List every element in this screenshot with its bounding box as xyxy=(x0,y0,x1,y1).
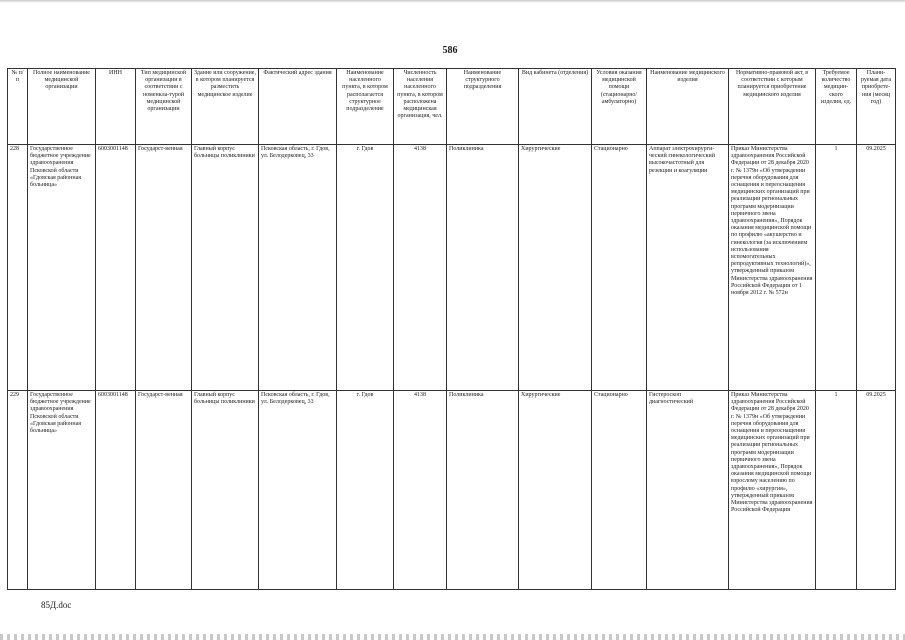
cell-act: Приказ Министерства здравоохранения Российской Федерации от 28 декабря 2020 г. № 1379н «Об утверждении перечня оборудования для оснащения и переоснащения медицинских организаций при реализации региональных программ модернизации первичного звена здравоохранения», Порядок оказания медицинской помощи по профилю «акушерство и гинекология (за исключением использования вспомогательных репродуктивных технологий)», утвержденный приказом Министерства здравоохранения Российской Федерации от 1 ноября 2012 г. № 572н xyxy=(729,145,816,391)
col-header-building: Здание или сооружение, в котором планируется разместить медицинское изделие xyxy=(192,69,259,145)
cell-num: 229 xyxy=(8,391,28,590)
cell-type: Государст-венная xyxy=(136,145,192,391)
col-header-num: № п/п xyxy=(8,69,28,145)
cell-conditions: Стационарно xyxy=(592,145,647,391)
col-header-date: Плани-руемая дата приобрете-ния (месяц год) xyxy=(857,69,896,145)
cell-date: 09.2025 xyxy=(857,391,896,590)
col-header-org: Полное наименование медицинской организации xyxy=(28,69,96,145)
table-row xyxy=(8,145,896,391)
col-header-locality: Наименование населенного пункта, в котором располагается структурное подразделение xyxy=(337,69,394,145)
cell-act: Приказ Министерства здравоохранения Российской Федерации от 28 декабря 2020 г. № 1379н «Об утверждении перечня оборудования для оснащения и переоснащения медицинских организаций при реализации региональных программ модернизации первичного звена здравоохранения», Порядок оказания медицинской помощи взрослому населению по профилю «хирургия», утвержденный приказом Министерства здравоохранения Российской Федерации xyxy=(729,391,816,590)
cell-building: Главный корпус больницы поликлиники xyxy=(192,145,259,391)
cell-qty: 1 xyxy=(816,145,857,391)
cell-qty: 1 xyxy=(816,391,857,590)
table-row xyxy=(8,391,896,590)
cell-cabinet: Хирургические xyxy=(519,391,592,590)
cell-address: Псковская область, г. Гдов, ул. Белодерковец, 33 xyxy=(259,145,337,391)
table-header-row xyxy=(8,69,896,145)
col-header-cabinet: Вид кабинета (отделения) xyxy=(519,69,592,145)
col-header-qty: Требуемое количество медицин-ского изделия, ед. xyxy=(816,69,857,145)
equipment-table xyxy=(7,68,896,590)
page-number: 586 xyxy=(442,45,458,56)
cell-inn: 6003001148 xyxy=(96,391,136,590)
cell-org: Государственное бюджетное учреждение здравоохранения Псковской области «Гдовская районная больница» xyxy=(28,391,96,590)
cell-device: Аппарат электрохирурги-ческий гинекологический высокочастотный для резекции и коагуляции xyxy=(647,145,729,391)
cell-num: 228 xyxy=(8,145,28,391)
col-header-conditions: Условия оказания медицинской помощи (стационарно/амбулаторно) xyxy=(592,69,647,145)
cell-inn: 6003001148 xyxy=(96,145,136,391)
cell-subdivision: Поликлиника xyxy=(447,145,519,391)
cell-locality: г. Гдов xyxy=(337,145,394,391)
col-header-device: Наименование медицинского изделия xyxy=(647,69,729,145)
col-header-address: Фактический адрес здания xyxy=(259,69,337,145)
cell-address: Псковская область, г. Гдов, ул. Белодерковец, 33 xyxy=(259,391,337,590)
col-header-type: Тип медицинской организации в соответствии с номенкла-турой медицинской организации xyxy=(136,69,192,145)
footer-filename: 85Д.doc xyxy=(41,600,72,610)
cell-date: 09.2025 xyxy=(857,145,896,391)
cell-device: Гистероскоп диагностический xyxy=(647,391,729,590)
cell-population: 4138 xyxy=(394,391,447,590)
col-header-population: Численность населения населенного пункта, в котором расположена медицинская организация, чел. xyxy=(394,69,447,145)
scan-edge-top xyxy=(0,0,905,3)
cell-conditions: Стационарно xyxy=(592,391,647,590)
cell-population: 4138 xyxy=(394,145,447,391)
col-header-subdivision: Наименование структурного подразделения xyxy=(447,69,519,145)
scan-edge-bottom xyxy=(0,634,905,640)
cell-subdivision: Поликлиника xyxy=(447,391,519,590)
col-header-act: Нормативно-правовой акт, в соответствии с которым планируется приобретение медицинского изделия xyxy=(729,69,816,145)
col-header-inn: ИНН xyxy=(96,69,136,145)
cell-cabinet: Хирургические xyxy=(519,145,592,391)
cell-org: Государственное бюджетное учреждение здравоохранения Псковской области «Гдовская районная больница» xyxy=(28,145,96,391)
cell-locality: г. Гдов xyxy=(337,391,394,590)
cell-building: Главный корпус больницы поликлиники xyxy=(192,391,259,590)
cell-type: Государст-венная xyxy=(136,391,192,590)
